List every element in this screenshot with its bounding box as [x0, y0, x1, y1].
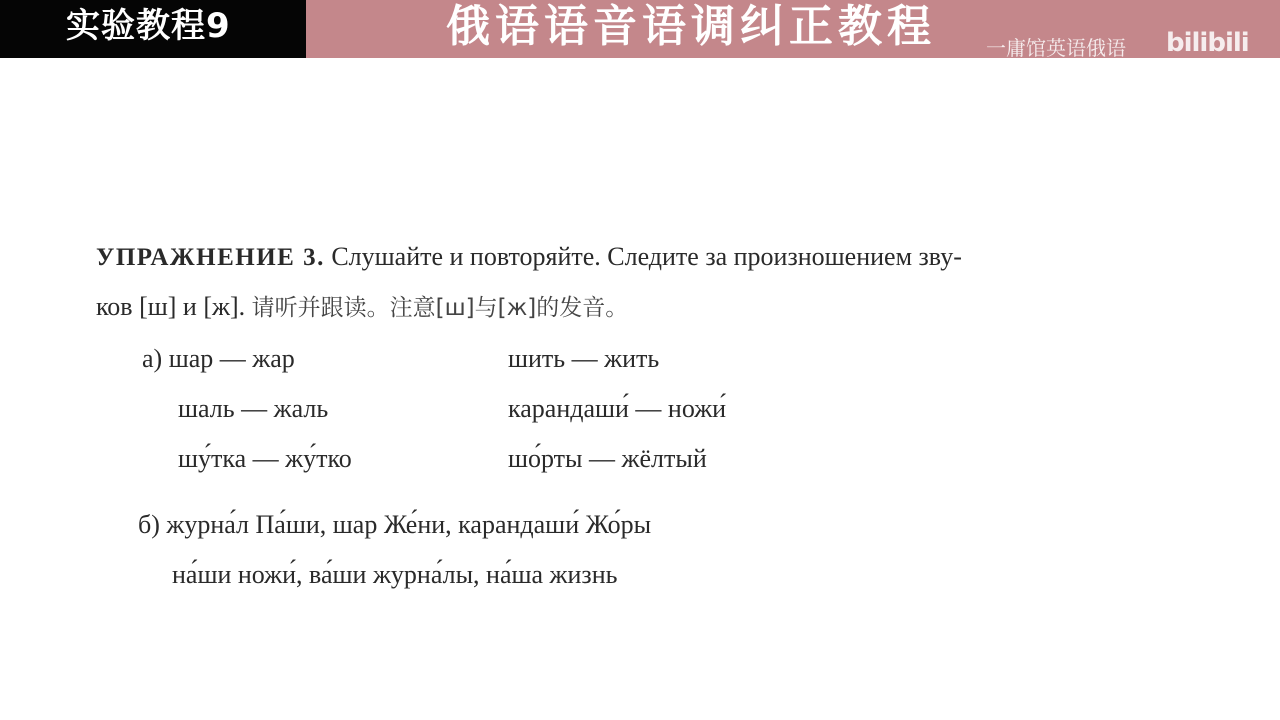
title-banner — [0, 0, 1280, 58]
exercise-heading — [96, 240, 962, 275]
part-b-line-1 — [138, 508, 651, 542]
word-pair-right: шо́рты — жёлтый — [508, 444, 707, 473]
part-b-line-2: на́ши ножи́, ва́ши журна́лы, на́ша жизнь — [172, 560, 618, 589]
word-pair-left: шу́тка — жу́тко — [178, 444, 352, 473]
word-pair-left: шаль — жаль — [178, 394, 329, 423]
instruction-chinese: 请听并跟读。注意[ш]与[ж]的发音。 — [251, 295, 629, 321]
channel-watermark: 一庸馆英语俄语 — [986, 36, 1126, 60]
bilibili-logo: bilibili — [1166, 28, 1249, 58]
part-b-marker: б) — [138, 510, 160, 539]
part-a-marker: а) — [142, 344, 163, 373]
word-pair-left: шар — жар — [168, 344, 295, 373]
course-banner — [306, 0, 1280, 58]
exercise-instruction-line1: Слушайте и повторяйте. Следите за произношением зву- — [331, 242, 962, 271]
exercise-page — [0, 58, 1280, 720]
exercise-label: УПРАЖНЕНИЕ 3. — [96, 244, 325, 271]
lesson-tag: 实验教程9 — [0, 0, 306, 58]
word-pair-right: шить — жить — [508, 344, 660, 373]
phrase-line: журна́л Па́ши, шар Же́ни, карандаши́ Жо́ры — [166, 510, 652, 539]
course-title: 俄语语音语调纠正教程 — [446, 1, 936, 52]
instruction-russian: ков [ш] и [ж]. — [96, 292, 246, 321]
part-a-row-1 — [142, 342, 295, 376]
exercise-instruction-line2 — [96, 290, 628, 325]
word-pair-right: карандаши́ — ножи́ — [508, 394, 727, 423]
